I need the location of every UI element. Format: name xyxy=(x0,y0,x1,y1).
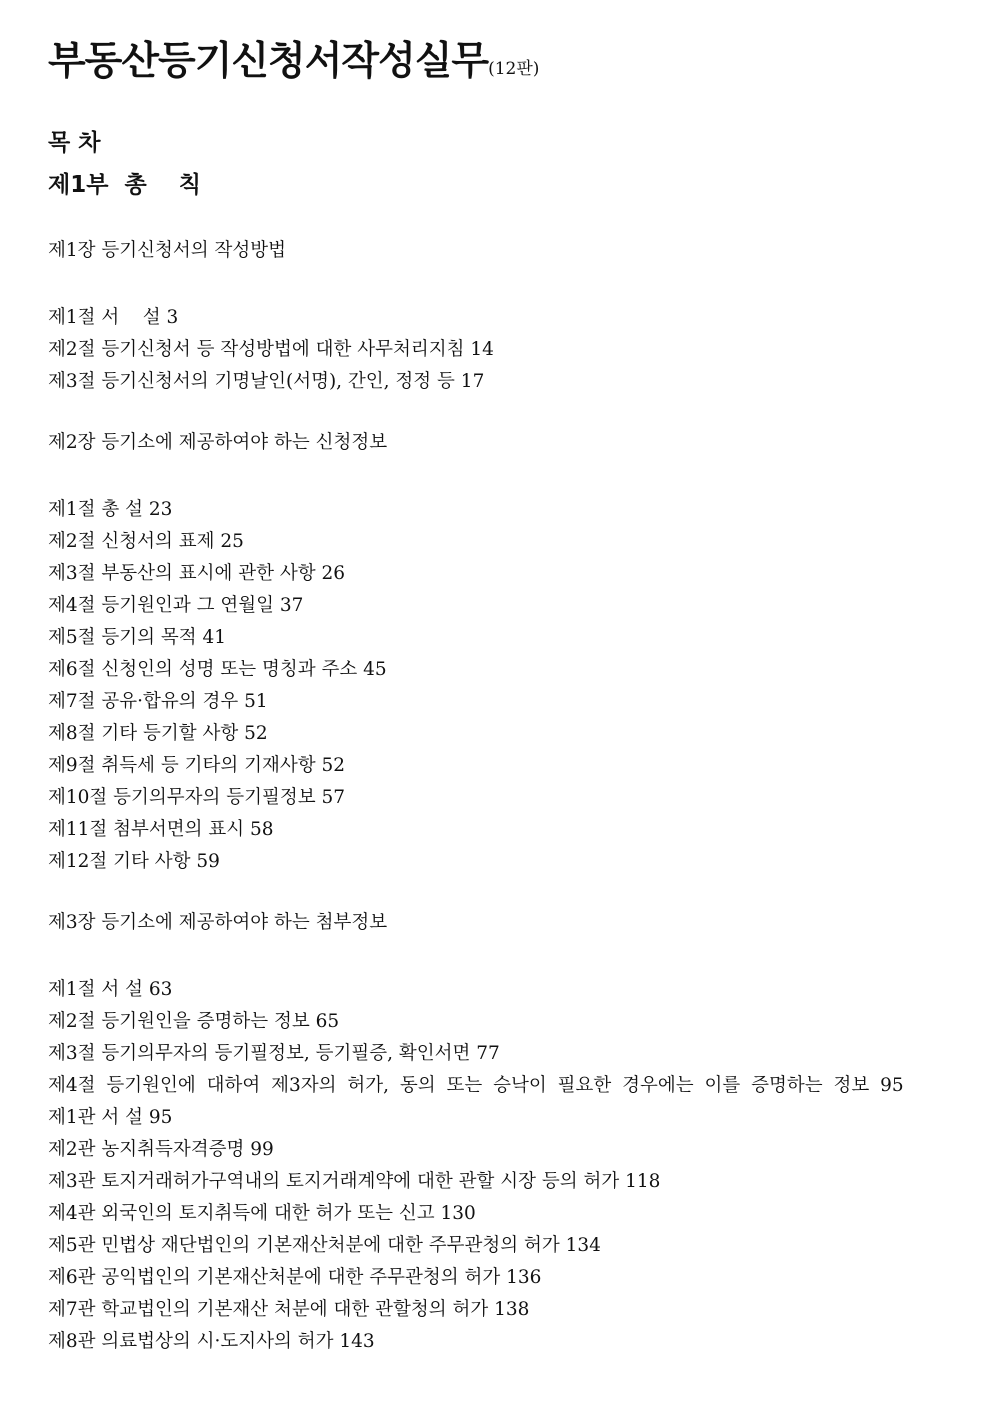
chapter-heading: 제2장 등기소에 제공하여야 하는 신청정보 xyxy=(48,432,388,453)
chapter-heading: 제1장 등기신청서의 작성방법 xyxy=(48,240,286,261)
toc-entry: 제1절 총 설 23 xyxy=(48,499,173,520)
toc-entry: 제6절 신청인의 성명 또는 명칭과 주소 45 xyxy=(48,659,387,680)
toc-entry: 제5관 민법상 재단법인의 기본재산처분에 대한 주무관청의 허가 134 xyxy=(48,1235,601,1256)
spacer xyxy=(48,398,948,430)
toc-entry: 제1절 서 설 3 xyxy=(48,307,179,328)
toc-entry: 제4절 등기원인에 대하여 제3자의 허가, 동의 또는 승낙이 필요한 경우에는 이를 증명하는 정보 95 xyxy=(48,1075,904,1096)
toc-entry: 제6관 공익법인의 기본재산처분에 대한 주무관청의 허가 136 xyxy=(48,1267,542,1288)
part-heading: 제1부 총 칙 xyxy=(48,172,201,198)
title-edition: (12판) xyxy=(488,59,540,79)
toc-entry: 제3절 등기신청서의 기명날인(서명), 간인, 정정 등 17 xyxy=(48,371,485,392)
toc-entry: 제11절 첨부서면의 표시 58 xyxy=(48,819,274,840)
toc-entry: 제12절 기타 사항 59 xyxy=(48,851,220,872)
toc-entry: 제2절 등기원인을 증명하는 정보 65 xyxy=(48,1011,340,1032)
toc-entry: 제2절 신청서의 표제 25 xyxy=(48,531,244,552)
toc-entry: 제2절 등기신청서 등 작성방법에 대한 사무처리지침 14 xyxy=(48,339,494,360)
toc-entry: 제4관 외국인의 토지취득에 대한 허가 또는 신고 130 xyxy=(48,1203,476,1224)
toc-entry: 제9절 취득세 등 기타의 기재사항 52 xyxy=(48,755,346,776)
toc-entry: 제8관 의료법상의 시·도지사의 허가 143 xyxy=(48,1331,375,1352)
title-main: 부동산등기신청서작성실무 xyxy=(48,39,489,84)
toc-entry: 제7절 공유·합유의 경우 51 xyxy=(48,691,268,712)
toc-entry: 제8절 기타 등기할 사항 52 xyxy=(48,723,268,744)
toc-entry: 제5절 등기의 목적 41 xyxy=(48,627,227,648)
document-title xyxy=(48,30,539,86)
chapter-heading: 제3장 등기소에 제공하여야 하는 첨부정보 xyxy=(48,912,388,933)
toc-body xyxy=(48,238,948,1358)
toc-entry: 제3관 토지거래허가구역내의 토지거래계약에 대한 관할 시장 등의 허가 118 xyxy=(48,1171,661,1192)
toc-entry: 제3절 등기의무자의 등기필정보, 등기필증, 확인서면 77 xyxy=(48,1043,500,1064)
toc-entry: 제4절 등기원인과 그 연월일 37 xyxy=(48,595,304,616)
toc-heading: 목 차 xyxy=(48,130,101,156)
toc-entry: 제3절 부동산의 표시에 관한 사항 26 xyxy=(48,563,346,584)
toc-entry: 제10절 등기의무자의 등기필정보 57 xyxy=(48,787,346,808)
toc-entry: 제7관 학교법인의 기본재산 처분에 대한 관할청의 허가 138 xyxy=(48,1299,530,1320)
toc-entry: 제1관 서 설 95 xyxy=(48,1107,173,1128)
toc-entry: 제1절 서 설 63 xyxy=(48,979,173,1000)
spacer xyxy=(48,878,948,910)
toc-entry: 제2관 농지취득자격증명 99 xyxy=(48,1139,274,1160)
